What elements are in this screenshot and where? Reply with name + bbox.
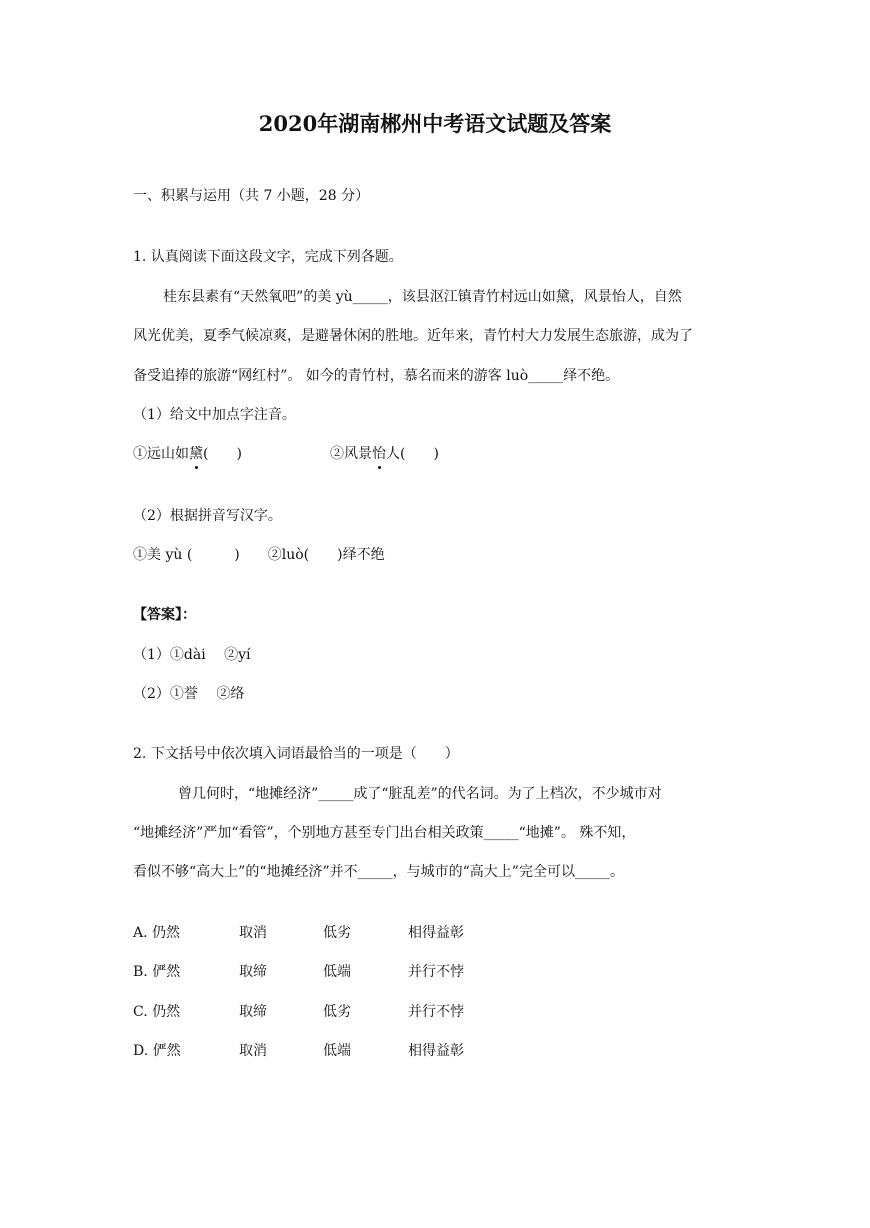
q1-passage-line: 风光优美，夏季气候凉爽，是避暑休闲的胜地。近年来，青竹村大力发展生态旅游，成为了 — [133, 328, 693, 344]
dotted-character: 怡 — [372, 446, 386, 462]
q1-passage-line: 备受追捧的旅游“网红村”。 如今的青竹村，慕名而来的游客 luò_____绎不绝。 — [133, 368, 620, 384]
q1-sub1-item-b — [330, 444, 439, 464]
q1-prompt: 1. 认真阅读下面这段文字，完成下列各题。 — [133, 249, 403, 265]
option-word: 低端 — [323, 1043, 351, 1059]
q1-sub2-prompt: （2）根据拼音写汉字。 — [133, 508, 282, 524]
answer-line: （2）①誉 ②络 — [133, 686, 245, 702]
option-label: B. 俨然 — [133, 964, 181, 980]
option-word: 取缔 — [239, 1004, 267, 1020]
option-word: 并行不悖 — [408, 1004, 464, 1020]
option-word: 取消 — [239, 1043, 267, 1059]
option-word: 取缔 — [239, 964, 267, 980]
option-word: 低劣 — [323, 1004, 351, 1020]
q2-passage-line: “地摊经济”严加“看管”，个别地方甚至专门出台相关政策_____“地摊”。 殊不知， — [133, 825, 636, 841]
dotted-character: 黛 — [189, 446, 203, 462]
answer-line: （1）①dài ②yí — [133, 647, 251, 663]
option-label: D. 俨然 — [133, 1043, 181, 1059]
q1-sub2-items: ①美 yù ( ) ②luò( )绎不绝 — [133, 547, 385, 563]
q1-sub1-prompt: （1）给文中加点字注音。 — [133, 407, 296, 423]
q1-sub1-item-a — [133, 444, 242, 464]
document-title: 2020年湖南郴州中考语文试题及答案 — [258, 111, 612, 136]
option-label: C. 仍然 — [133, 1004, 181, 1020]
section-heading: 一、积累与运用（共 7 小题，28 分） — [133, 188, 370, 204]
q2-prompt: 2. 下文括号中依次填入词语最恰当的一项是（ ） — [133, 746, 459, 762]
sub1-a-blank: ( ) — [203, 446, 242, 462]
option-label: A. 仍然 — [133, 925, 181, 941]
sub1-b-blank: 人( ) — [386, 446, 439, 462]
option-word: 取消 — [239, 925, 267, 941]
q2-passage-line: 看似不够“高大上”的“地摊经济”并不_____，与城市的“高大上”完全可以_____。 — [133, 864, 624, 880]
option-word: 低端 — [323, 964, 351, 980]
q1-passage-line: 桂东县素有“天然氧吧”的美 yù_____，该县沤江镇青竹村远山如黛，风景怡人，自然 — [163, 289, 682, 305]
option-word: 低劣 — [323, 925, 351, 941]
sub1-b-text: ②风景 — [330, 446, 372, 462]
option-word: 并行不悖 — [408, 964, 464, 980]
sub1-a-text: ①远山如 — [133, 446, 189, 462]
q2-passage-line: 曾几何时，“地摊经济”_____成了“脏乱差”的代名词。为了上档次，不少城市对 — [178, 786, 662, 802]
option-word: 相得益彰 — [408, 925, 464, 941]
option-word: 相得益彰 — [408, 1043, 464, 1059]
answer-label: 【答案】： — [133, 607, 196, 623]
